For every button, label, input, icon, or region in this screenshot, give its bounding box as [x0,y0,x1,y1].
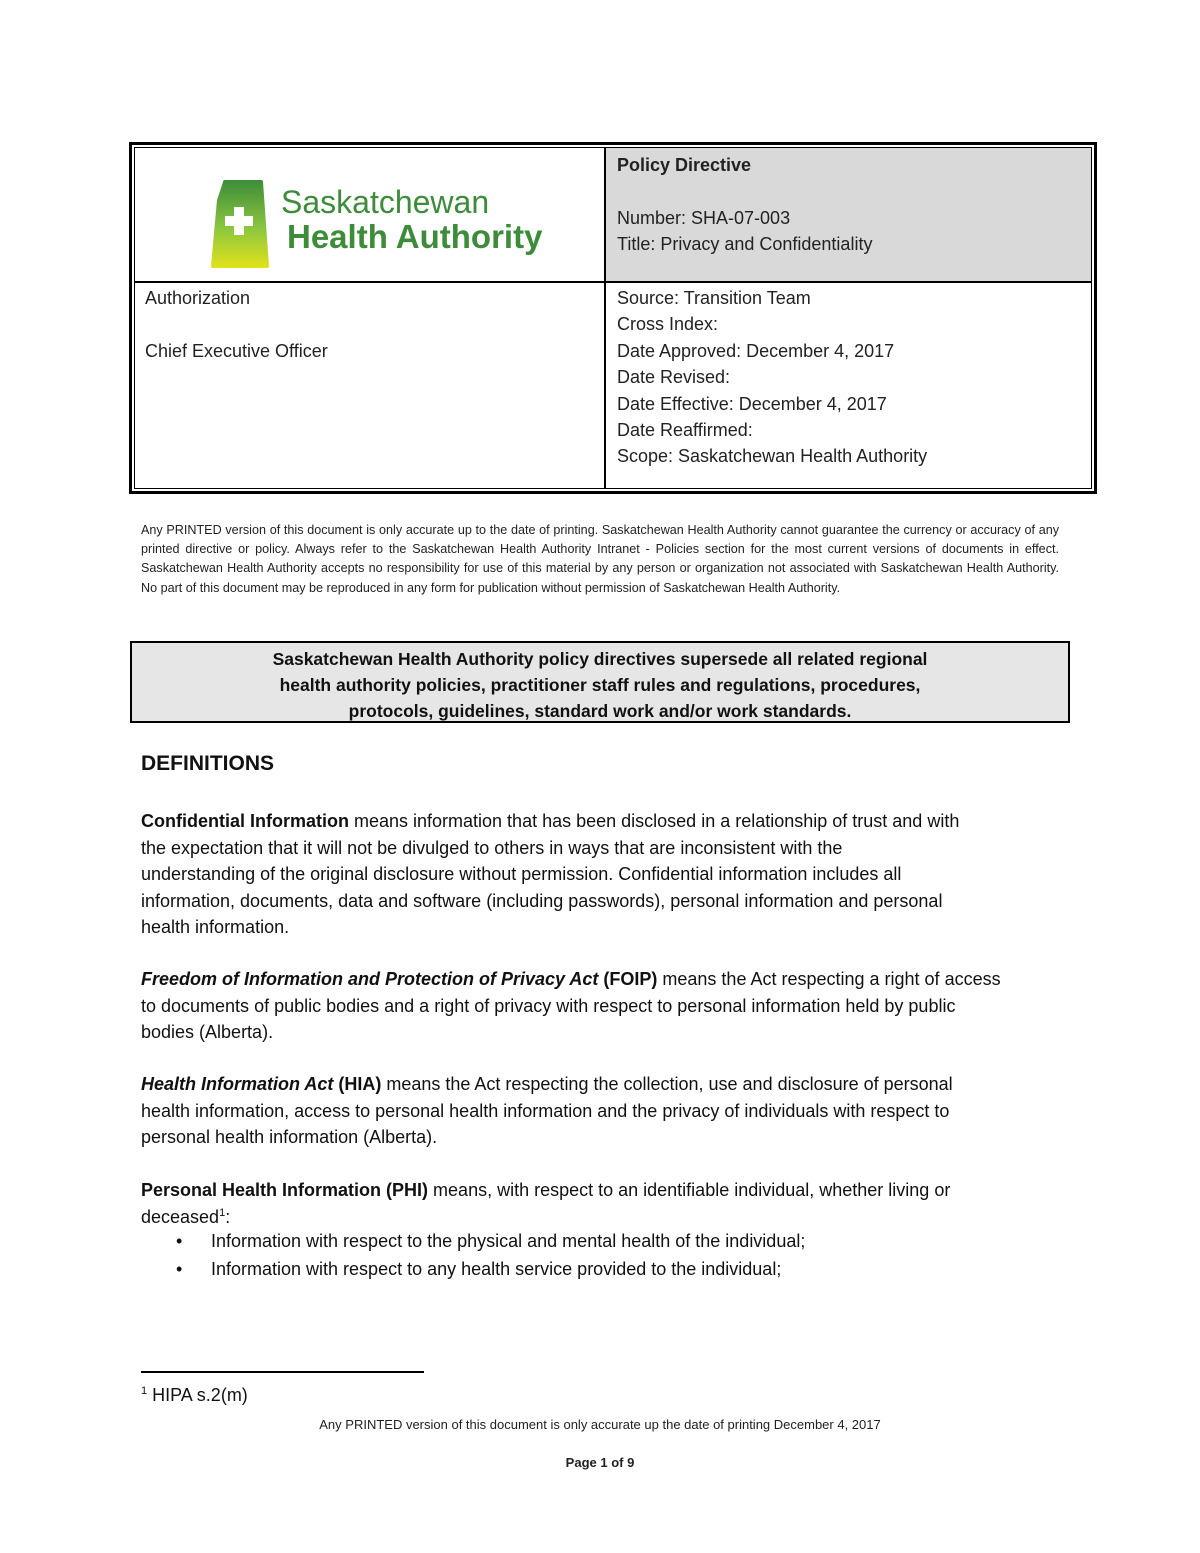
bullet-icon: • [176,1231,183,1251]
list-item: Information with respect to the physical and mental health of the individual; [211,1231,806,1251]
footnote-reference[interactable]: 1 [219,1206,226,1219]
definition-text: health information. [141,917,290,938]
term: Confidential Information [141,811,349,831]
term: Personal Health Information (PHI) [141,1180,429,1200]
logo-wordmark-line2: Health Authority [287,218,543,255]
scope: Scope: Saskatchewan Health Authority [617,446,928,467]
definition-text: : [225,1206,231,1227]
authorization-cell [135,283,604,488]
authorization-label: Authorization [145,288,251,308]
definition-text: the expectation that it will not be divulged to others in ways that are inconsistent with the [141,837,843,858]
notice-line: protocols, guidelines, standard work and/or work standards. [348,701,852,721]
bullet-icon: • [176,1259,183,1279]
definition-text: means the Act respecting the collection, use and disclosure of personal [381,1074,953,1094]
term-abbreviation: (FOIP) [598,969,658,989]
definition-text: deceased [141,1206,220,1227]
page-number: Page 1 of 9 [565,1455,635,1470]
policy-info-cell [606,148,1091,281]
footnote [141,1385,248,1406]
sha-cross-logo-icon [211,180,269,268]
date-reaffirmed: Date Reaffirmed: [617,420,753,441]
definition-phi [141,1177,1061,1230]
logo-wordmark-line1: Saskatchewan [281,184,490,220]
term-abbreviation: (HIA) [333,1074,382,1094]
date-effective: Date Effective: December 4, 2017 [617,393,887,414]
definition-text: understanding of the original disclosure without permission. Confidential information includes all [141,864,902,885]
definition-text: means information that has been disclosed in a relationship of trust and with [348,811,960,831]
authorizer: Chief Executive Officer [145,340,328,361]
definition-text: health information, access to personal health information and the privacy of individuals with respect to [141,1100,950,1121]
term: Health Information Act [141,1074,334,1094]
list-item: Information with respect to any health service provided to the individual; [211,1259,782,1279]
definition-text: means, with respect to an identifiable individual, whether living or [428,1180,951,1200]
source-cell [606,283,1091,488]
date-approved: Date Approved: December 4, 2017 [617,340,895,361]
definition-confidential-information [141,808,1061,941]
date-revised: Date Revised: [617,367,731,388]
footnote-separator [141,1371,424,1373]
definition-text: means the Act respecting a right of access [657,969,1001,989]
notice-line: Saskatchewan Health Authority policy directives supersede all related regional [272,649,928,669]
definition-hia [141,1071,1061,1151]
definition-text: information, documents, data and software (including passwords), personal information and personal [141,890,943,911]
policy-title: Title: Privacy and Confidentiality [617,234,873,255]
definition-text: bodies (Alberta). [141,1022,274,1043]
definition-text: to documents of public bodies and a right of privacy with respect to personal information held by public [141,995,956,1016]
footer-printed-notice: Any PRINTED version of this document is only accurate up the date of printing December 4, 2017 [319,1417,881,1432]
term: Freedom of Information and Protection of Privacy Act [141,969,599,989]
supersede-notice-box [130,641,1070,723]
definition-text: personal health information (Alberta). [141,1127,438,1148]
policy-header-table [129,142,1097,494]
notice-line: health authority policies, practitioner staff rules and regulations, procedures, [279,675,921,695]
definition-foip [141,966,1061,1046]
policy-type: Policy Directive [617,155,752,175]
printed-disclaimer: Any PRINTED version of this document is only accurate up to the date of printing. Saskatchewan Health Authority cannot guarantee the currency or accuracy of any printed directive or policy. Always refer to the Saskatchewan Health Authority Intranet - Policies section for the most current versions of documents in effect. Saskatchewan Health Authority accepts no responsibility for use of this material by any person or organization not associated with Saskatchewan Health Authority. No part of this document may be reproduced in any form for publication without permission of Saskatchewan Health Authority. [141,523,1059,595]
logo-cell [135,148,604,281]
footnote-text: HIPA s.2(m) [147,1385,248,1405]
source: Source: Transition Team [617,288,811,308]
footnote-number: 1 [141,1385,148,1397]
cross-index: Cross Index: [617,314,719,335]
policy-number: Number: SHA-07-003 [617,207,791,228]
definitions-heading: DEFINITIONS [141,752,275,775]
